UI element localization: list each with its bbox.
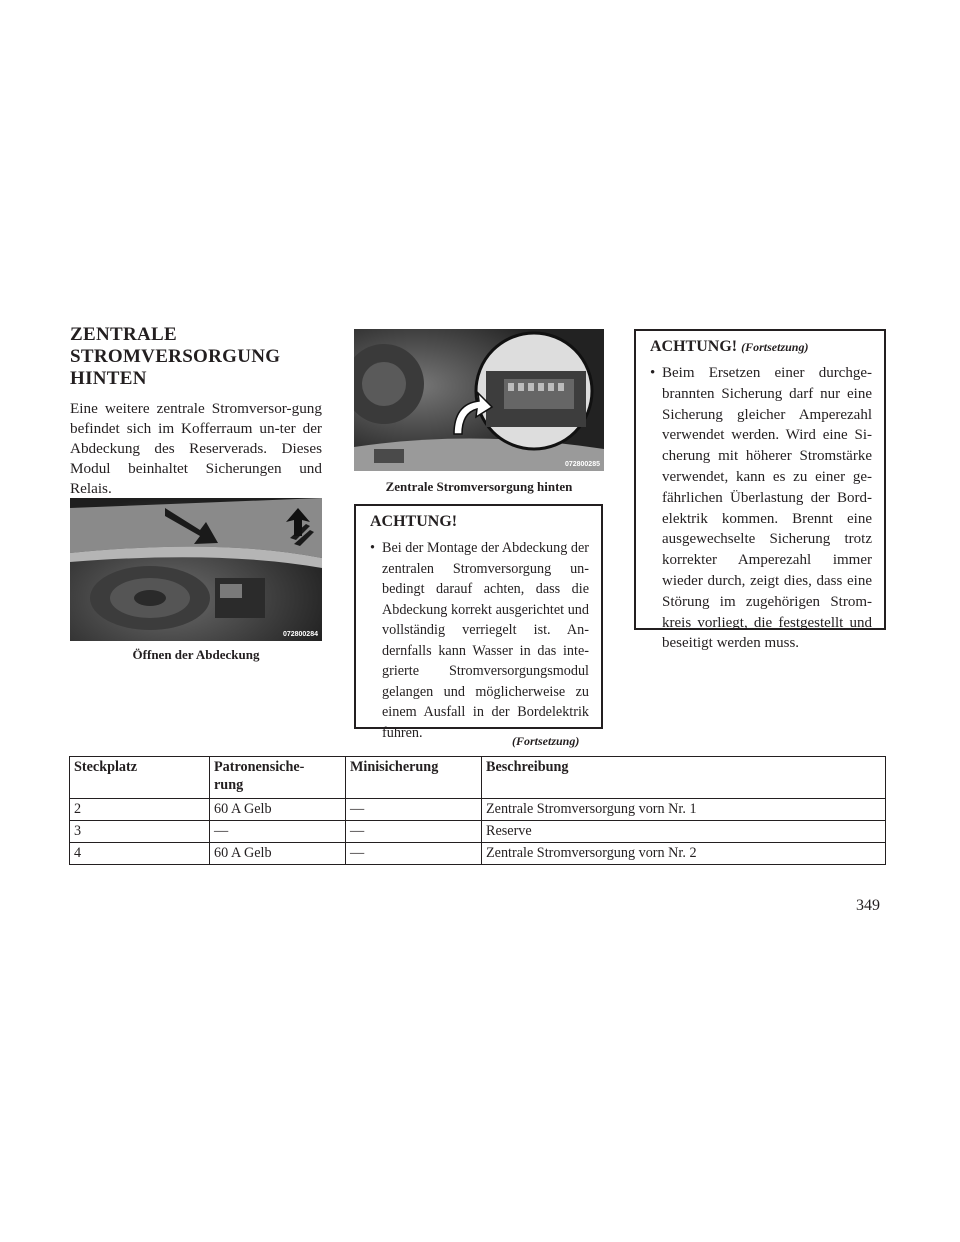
- header-mini-fuse: Minisicherung: [346, 757, 482, 799]
- cell-cartridge-fuse: 60 A Gelb: [210, 843, 346, 865]
- warning-title: [650, 337, 872, 357]
- warning-item-text: Beim Ersetzen einer durchge-brannten Sicherung darf nur eine Sicherung gleicher Amperezahl verwendet werden. Wird eine Si-cherung mit höherer Stromstärke verwendet, kann es zu einer ge-fährlichen Überlastung der Bord-elektrik kommen. Brennt eine ausgewechselte Sicherung trotz korrekter Amperezahl immer wieder durch, zeigt dies, dass eine Störung im zugehörigen Strom-kreis vorliegt, die festgestellt und beseitigt werden muss.: [662, 365, 872, 652]
- section-title: ZENTRALE STROMVERSORGUNG HINTEN: [70, 324, 281, 389]
- cell-mini-fuse: —: [346, 799, 482, 821]
- photo-module-caption: Zentrale Stromversorgung hinten: [385, 479, 573, 494]
- cell-mini-fuse: —: [346, 821, 482, 843]
- warning-item: [650, 363, 872, 654]
- table-header-row: [70, 757, 886, 799]
- warning-box-2: [634, 329, 886, 652]
- fuse-table: [69, 756, 886, 865]
- header-cartridge-fuse: Patronensiche- rung: [210, 757, 346, 799]
- header-slot: Steckplatz: [70, 757, 210, 799]
- table-row: [70, 799, 886, 821]
- warning-item: [370, 538, 589, 743]
- bullet-icon: •: [370, 540, 375, 556]
- photo-cover-caption: Öffnen der Abdeckung: [132, 647, 260, 662]
- warning-title-continued: (Fortsetzung): [741, 340, 809, 354]
- warning-title-text: ACHTUNG!: [650, 338, 738, 355]
- table-row: [70, 843, 886, 865]
- table-row: [70, 821, 886, 843]
- cell-description: Reserve: [482, 821, 886, 843]
- warning-title-text: ACHTUNG!: [370, 513, 458, 530]
- cell-cartridge-fuse: 60 A Gelb: [210, 799, 346, 821]
- cell-slot: 4: [70, 843, 210, 865]
- header-description: Beschreibung: [482, 757, 886, 799]
- cell-slot: 3: [70, 821, 210, 843]
- cell-cartridge-fuse: —: [210, 821, 346, 843]
- page-number: 349: [856, 897, 880, 914]
- cell-description: Zentrale Stromversorgung vorn Nr. 2: [482, 843, 886, 865]
- cell-slot: 2: [70, 799, 210, 821]
- section-body: Eine weitere zentrale Stromversor-gung befindet sich im Kofferraum un-ter der Abdeckung des Reserverads. Dieses Modul beinhaltet Sicherungen und Relais.: [70, 400, 322, 497]
- bullet-icon: •: [650, 365, 656, 381]
- cell-mini-fuse: —: [346, 843, 482, 865]
- photo-code: 072800284: [282, 631, 318, 638]
- continued-note: (Fortsetzung): [512, 734, 580, 748]
- photo-power-module: [354, 329, 604, 471]
- cell-description: Zentrale Stromversorgung vorn Nr. 1: [482, 799, 886, 821]
- warning-title: [370, 512, 589, 532]
- photo-code: 072800285: [564, 461, 600, 468]
- warning-item-text: Bei der Montage der Abdeckung der zentralen Stromversorgung un-bedingt darauf achten, dass die Abdeckung korrekt ausgerichtet und vollständig verriegelt ist. An-dernfalls kann Wasser in das inte-grierte Stromversorgungsmodul gelangen und möglicherweise zu einem Ausfall in der Bordelektrik führen.: [382, 540, 589, 741]
- photo-cover-opening: [70, 498, 322, 641]
